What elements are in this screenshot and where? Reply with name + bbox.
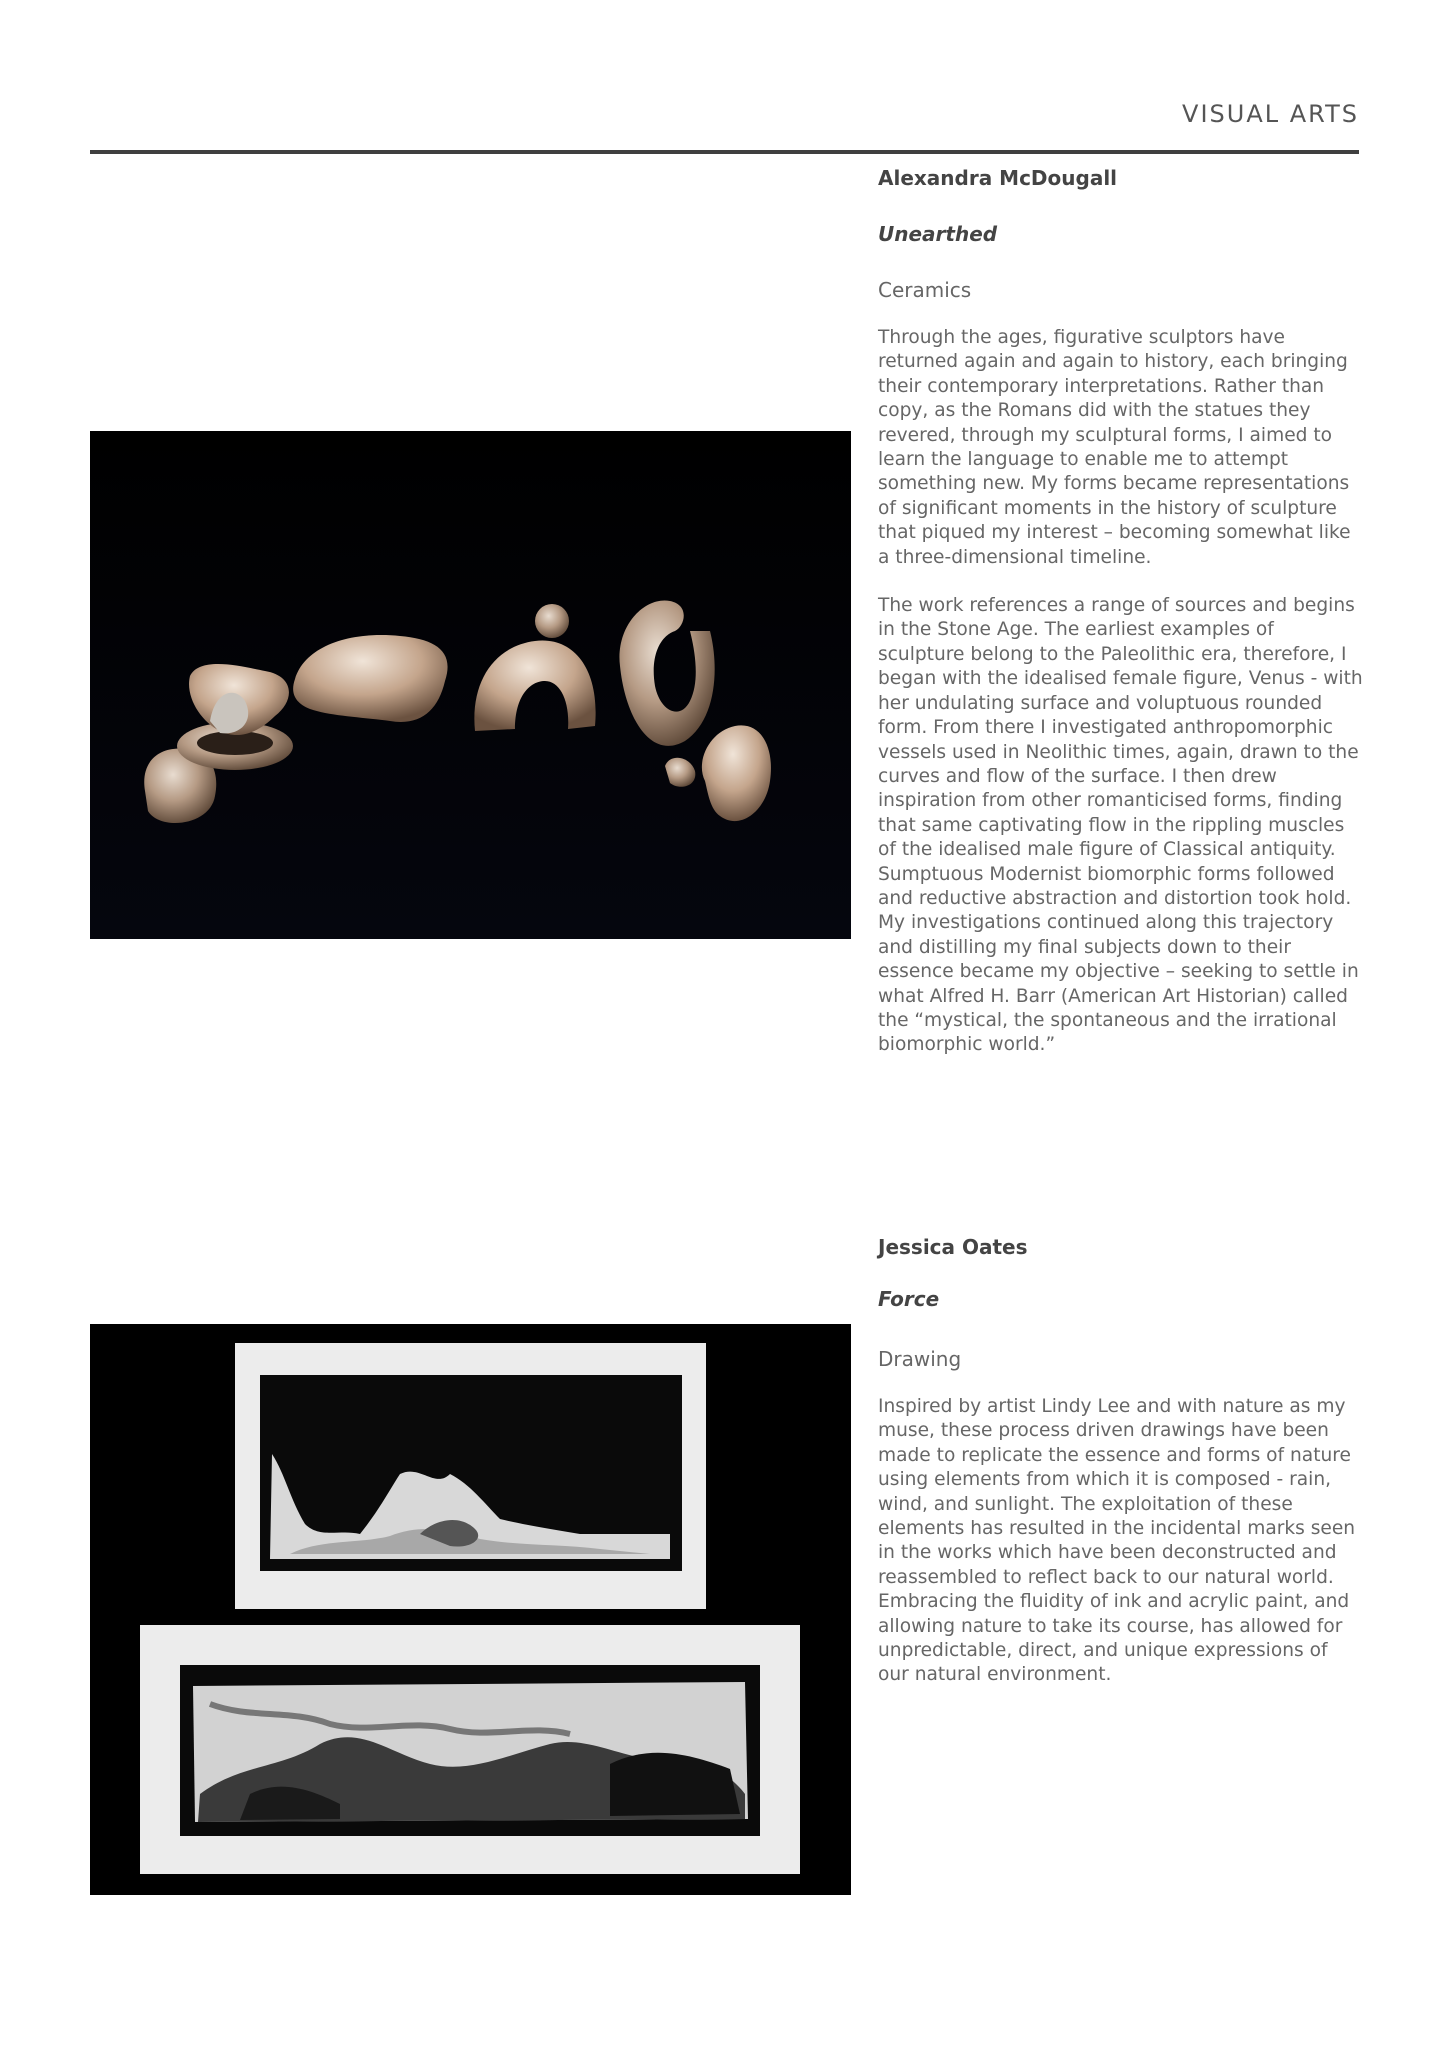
entry-unearthed (878, 166, 1363, 1058)
section-title: VISUAL ARTS (1182, 100, 1359, 128)
artist-name: Jessica Oates (878, 1235, 1028, 1259)
ceramics-sculptures-image (90, 431, 851, 939)
header-rule (90, 150, 1359, 154)
artist-name: Alexandra McDougall (878, 166, 1118, 190)
artwork-medium: Drawing (878, 1347, 962, 1371)
artist-statement-paragraph: Through the ages, figurative sculptors have returned again and again to history, each bringing their contemporary interpretations. Rather than copy, as the Romans did with the statues they revered, through my sculptural forms, I aimed to learn the language to enable me to attempt something new. My forms became representations of significant moments in the history of sculpture that piqued my interest – becoming somewhat like a three-dimensional timeline. (878, 327, 1351, 568)
artwork-title: Unearthed (878, 222, 998, 246)
artist-statement-paragraph: Inspired by artist Lindy Lee and with nature as my muse, these process driven drawings have been made to replicate the essence and forms of nature using elements from which it is composed - rain, wind, and sunlight. The exploitation of these elements has resulted in the incidental marks seen in the works which have been deconstructed and reassembled to reflect back to our natural world. Embracing the fluidity of ink and acrylic paint, and allowing nature to take its course, has allowed for unpredictable, direct, and unique expressions of our natural environment. (878, 1396, 1356, 1686)
artwork-title: Force (878, 1287, 940, 1311)
artist-statement-paragraph: The work references a range of sources and begins in the Stone Age. The earliest examples of sculpture belong to the Paleolithic era, therefore, I began with the idealised female figure, Venus - with her undulating surface and voluptuous rounded form. From there I investigated anthropomorphic vessels used in Neolithic times, again, drawn to the curves and flow of the surface. I then drew inspiration from other romanticised forms, finding that same captivating flow in the rippling muscles of the idealised male figure of Classical antiquity. Sumptuous Modernist biomorphic forms followed and reductive abstraction and distortion took hold. My investigations continued along this trajectory and distilling my final subjects down to their essence became my objective – seeking to settle in what Alfred H. Barr (American Art Historian) called the “mystical, the spontaneous and the irrational biomorphic world.” (878, 595, 1363, 1056)
entry-force (878, 1235, 1363, 1688)
artwork-medium: Ceramics (878, 278, 972, 302)
artwork-photo-unearthed (90, 431, 851, 939)
artwork-photo-force (90, 1324, 851, 1895)
drawings-image (90, 1324, 851, 1895)
